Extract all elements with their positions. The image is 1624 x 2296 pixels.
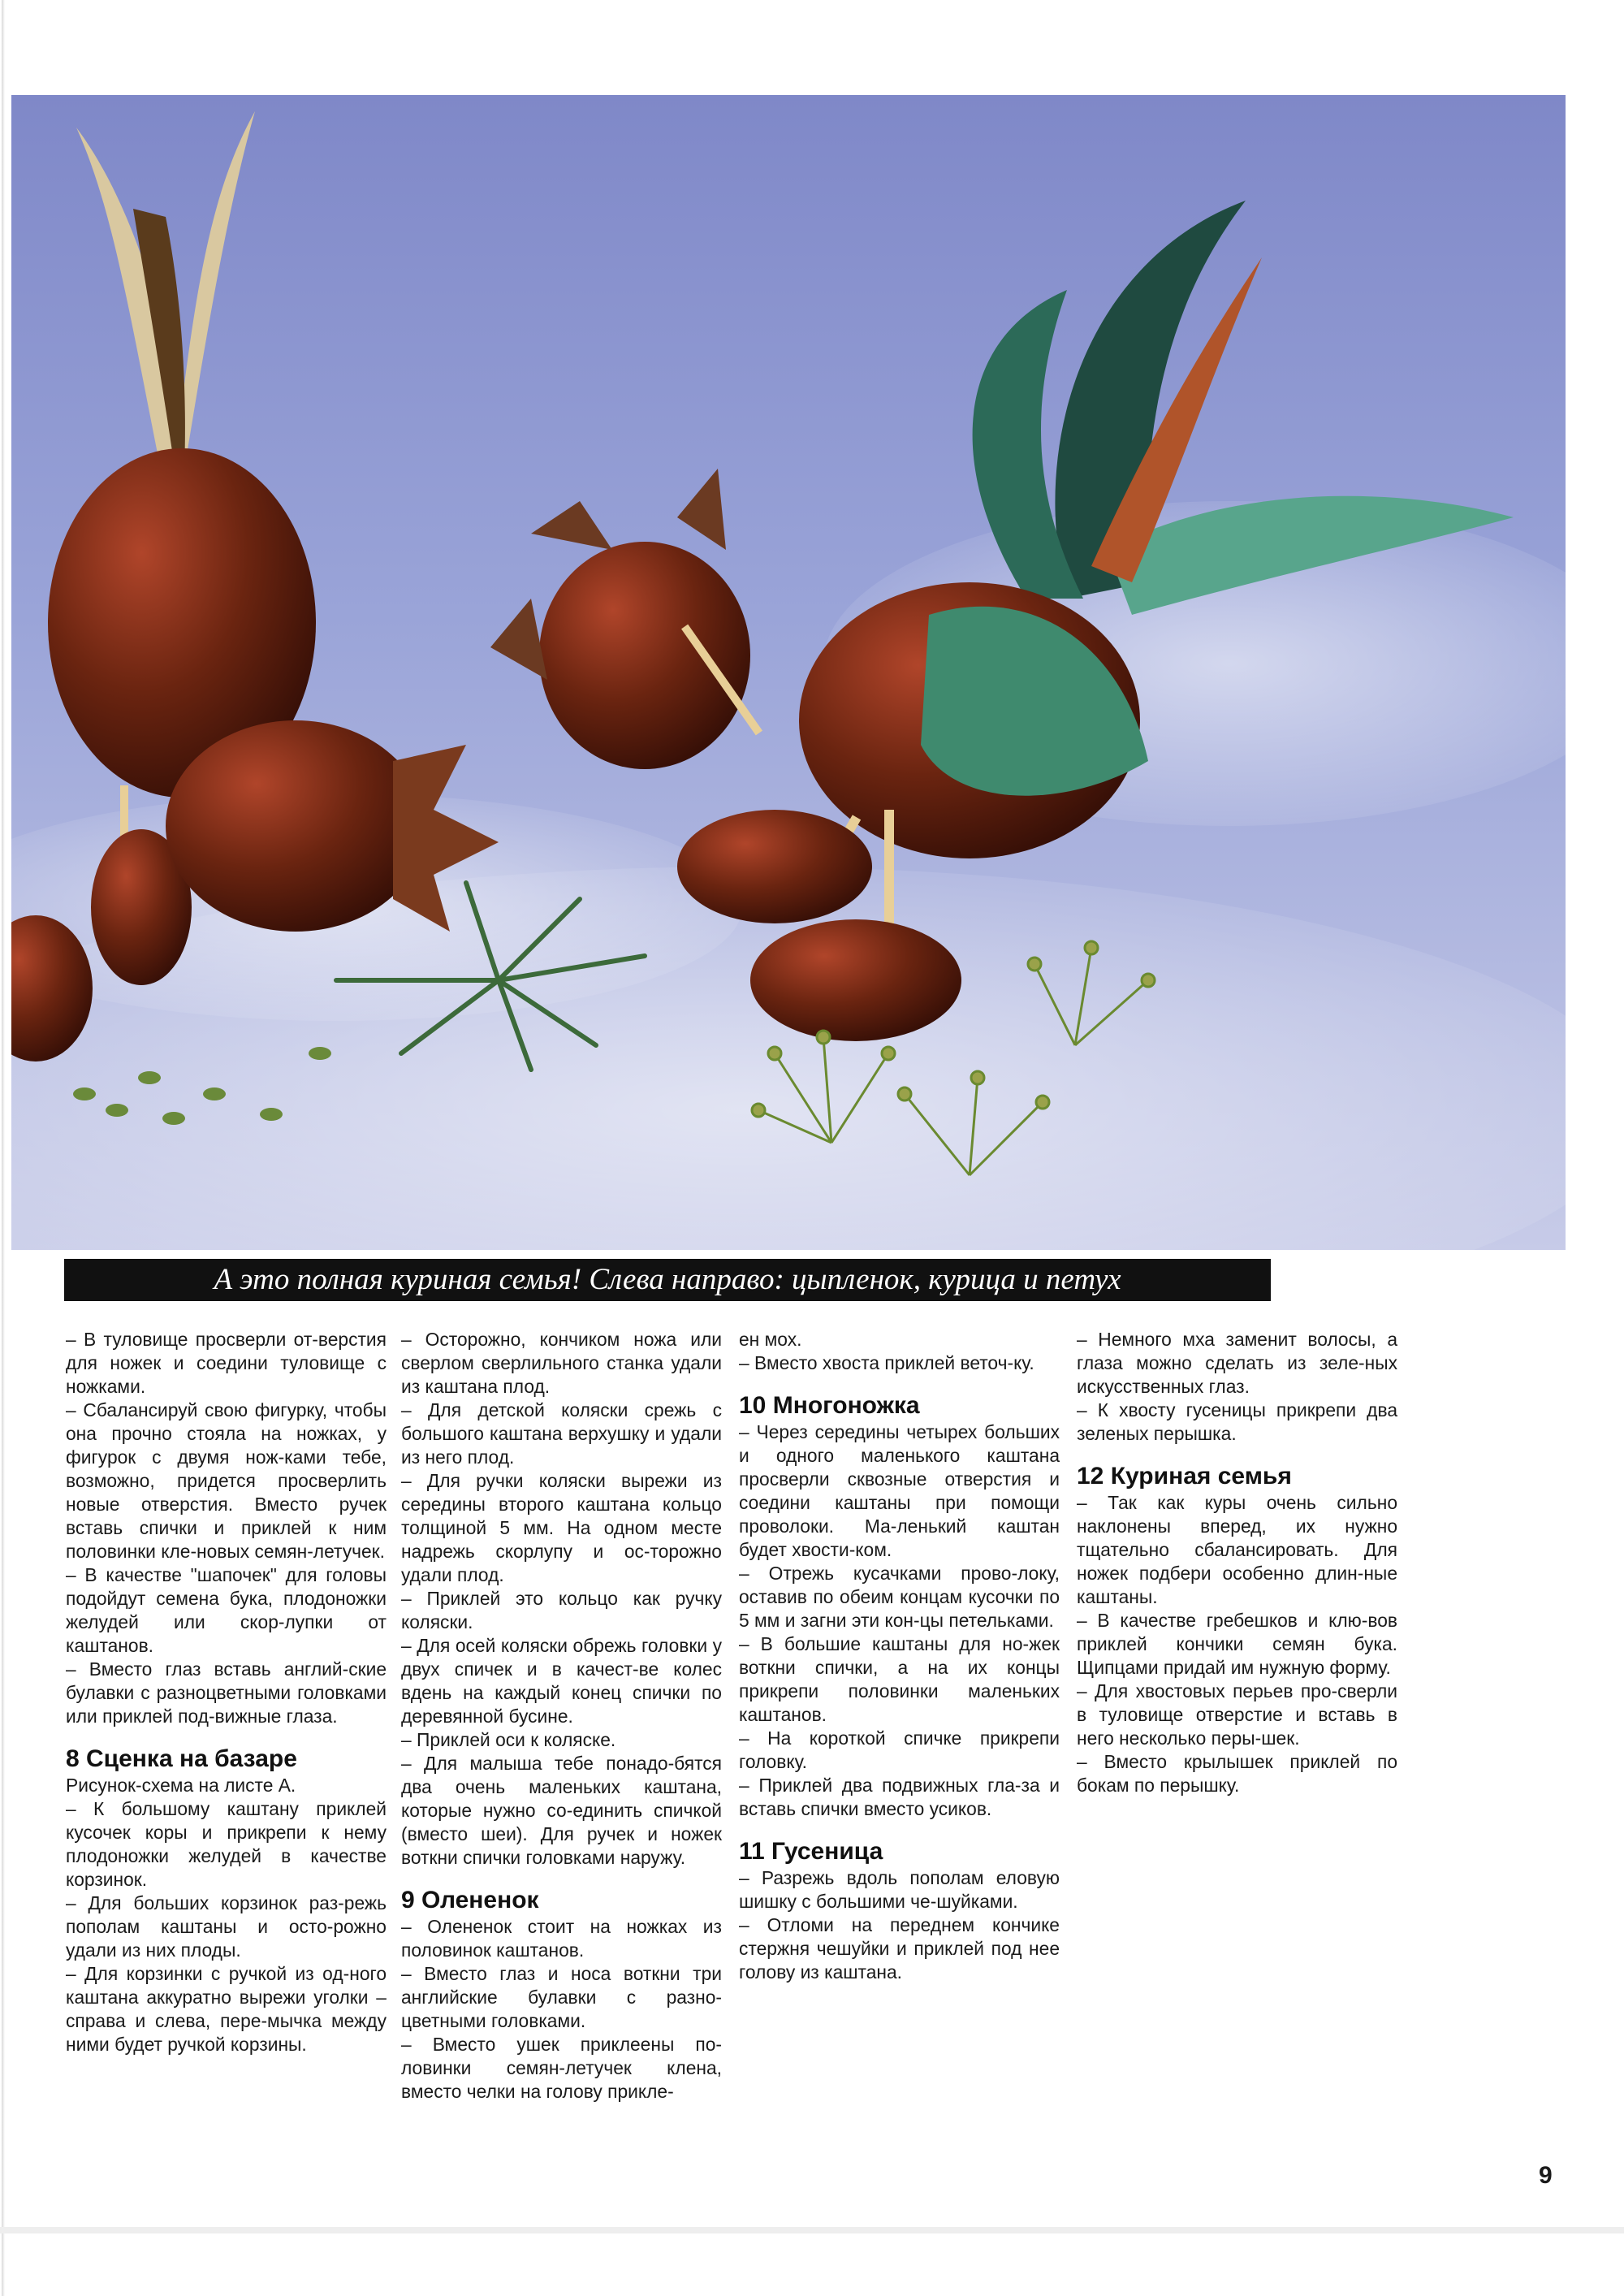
- instruction-paragraph: ен мох.: [739, 1329, 802, 1350]
- instruction-paragraph: – Вместо глаз и носа воткни три английские булавки с разно-цветными головками.: [401, 1963, 722, 2031]
- instruction-paragraph: – Отломи на переднем кончике стержня чешуйки и приклей под нее голову из каштана.: [739, 1914, 1060, 1983]
- text-column-4: [1077, 1328, 1397, 1797]
- photo-illustration: [11, 95, 1566, 1250]
- section-heading: 10 Многоножка: [739, 1392, 920, 1419]
- instruction-paragraph: – Вместо глаз вставь англий-ские булавки с разноцветными головками или приклей под-вижные глаза.: [66, 1658, 387, 1727]
- instruction-paragraph: – В качестве "шапочек" для головы подойдут семена бука, плодоножки желудей или скор-лупки от каштанов.: [66, 1564, 387, 1656]
- text-column-1: [66, 1328, 387, 2056]
- instruction-paragraph: – Для больших корзинок раз-режь пополам каштаны и осто-рожно удали из них плоды.: [66, 1892, 387, 1961]
- section-heading: 11 Гусеница: [739, 1838, 883, 1865]
- text-column-3: [739, 1328, 1060, 1984]
- instruction-paragraph: – Для детской коляски срежь с большого каштана верхушку и удали из него плод.: [401, 1399, 722, 1468]
- instruction-paragraph: – Отрежь кусачками прово-локу, оставив по обеим концам кусочки по 5 мм и загни эти кон-цы петельками.: [739, 1563, 1060, 1631]
- instruction-paragraph: – Для ручки коляски вырежи из середины второго каштана кольцо толщиной 5 мм. На одном месте надрежь скорлупу и ос-торожно удали плод.: [401, 1470, 722, 1585]
- instruction-paragraph: – Для хвостовых перьев про-сверли в туловище отверстие и вставь в него несколько перы-шек.: [1077, 1680, 1397, 1749]
- instruction-paragraph: – Немного мха заменит волосы, а глаза можно сделать из зеле-ных искусственных глаз.: [1077, 1329, 1397, 1397]
- page-edge: [2, 0, 5, 2296]
- instruction-paragraph: – Так как куры очень сильно наклонены вперед, их нужно тщательно сбалансировать. Для ножек подбери особенно длин-ные каштаны.: [1077, 1492, 1397, 1607]
- instruction-paragraph: – В качестве гребешков и клю-вов приклей кончики семян бука. Щипцами придай им нужную форму.: [1077, 1610, 1397, 1678]
- section-heading: 12 Куриная семья: [1077, 1463, 1292, 1490]
- instruction-paragraph: – Приклей это кольцо как ручку коляски.: [401, 1588, 722, 1632]
- instruction-paragraph: – Вместо хвоста приклей веточ-ку.: [739, 1352, 1034, 1373]
- instruction-paragraph: – В большие каштаны для но-жек воткни спички, а на их концы прикрепи половинки маленьких каштанов.: [739, 1633, 1060, 1725]
- instruction-paragraph: – Для осей коляски обрежь головки у двух спичек и в качест-ве колес вдень на каждый конец спички по деревянной бусине.: [401, 1635, 722, 1727]
- section-heading: 9 Олененок: [401, 1887, 539, 1913]
- instruction-paragraph: – Олененок стоит на ножках из половинок каштанов.: [401, 1916, 722, 1961]
- instruction-paragraph: – Вместо ушек приклеены по-ловинки семян-летучек клена, вместо челки на голову прикле-: [401, 2034, 722, 2102]
- instruction-paragraph: – Осторожно, кончиком ножа или сверлом сверлильного станка удали из каштана плод.: [401, 1329, 722, 1397]
- instruction-paragraph: – Для корзинки с ручкой из од-ного каштана аккуратно вырежи уголки – справа и слева, пере-мычка между ними будет ручкой корзины.: [66, 1963, 387, 2055]
- text-column-2: [401, 1328, 722, 2104]
- instruction-paragraph: – На короткой спичке прикрепи головку.: [739, 1727, 1060, 1772]
- instruction-paragraph: – Разрежь вдоль пополам еловую шишку с большими че-шуйками.: [739, 1867, 1060, 1912]
- page-number: 9: [1539, 2162, 1553, 2189]
- chestnut-chicken-family-photo: [11, 95, 1566, 1250]
- instruction-paragraph: – Приклей два подвижных гла-за и вставь спички вместо усиков.: [739, 1775, 1060, 1819]
- instruction-paragraph: – Вместо крылышек приклей по бокам по перышку.: [1077, 1751, 1397, 1796]
- instruction-paragraph: – К хвосту гусеницы прикрепи два зеленых перышка.: [1077, 1399, 1397, 1444]
- instruction-paragraph: – К большому каштану приклей кусочек коры и прикрепи к нему плодоножки желудей в качестве корзинок.: [66, 1798, 387, 1890]
- instruction-paragraph: – Через середины четырех больших и одного маленького каштана просверли сквозные отверстия и соедини каштаны при помощи проволоки. Ма-ленький каштан будет хвости-ком.: [739, 1421, 1060, 1560]
- section-heading: 8 Сценка на базаре: [66, 1745, 297, 1772]
- instruction-paragraph: – Сбалансируй свою фигурку, чтобы она прочно стояла на ножках, у фигурок с двумя нож-ками тебе, возможно, придется просверлить новые отверстия. Вместо ручек вставь спички и приклей к ним половинки кле-новых семян-летучек.: [66, 1399, 387, 1562]
- photo-caption: А это полная куриная семья! Слева направо: цыпленок, курица и петух: [64, 1259, 1271, 1301]
- page-bottom-edge: [0, 2227, 1624, 2233]
- instruction-paragraph: – В туловище просверли от-верстия для ножек и соедини туловище с ножками.: [66, 1329, 387, 1397]
- instruction-paragraph: – Приклей оси к коляске.: [401, 1729, 616, 1750]
- instruction-paragraph: Рисунок-схема на листе А.: [66, 1775, 296, 1796]
- instruction-paragraph: – Для малыша тебе понадо-бятся два очень маленьких каштана, которые нужно со-единить спичкой (вместо шеи). Для ручек и ножек воткни спички головками наружу.: [401, 1753, 722, 1868]
